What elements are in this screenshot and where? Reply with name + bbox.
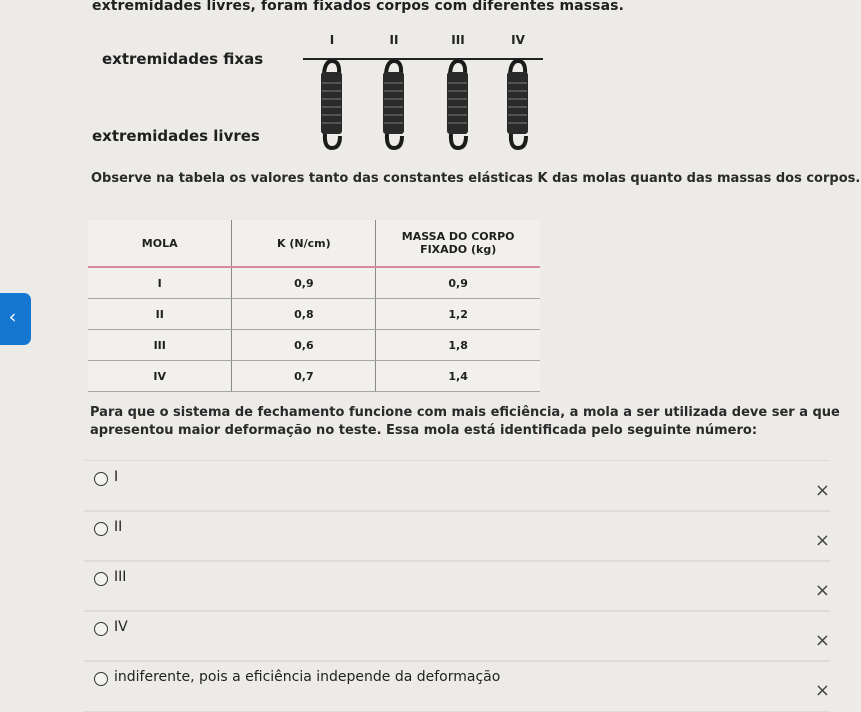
- intro-paragraph: Observe na tabela os valores tanto das constantes elásticas K das molas quanto das massas dos corpos.: [91, 171, 861, 186]
- table-header-row: [88, 220, 540, 267]
- spring-label-4: IV: [511, 33, 525, 47]
- cell-massa: 0,9: [376, 267, 540, 299]
- spring-4: [507, 61, 528, 148]
- spring-3: [447, 61, 468, 148]
- option-label: indiferente, pois a eficiência independe da deformação: [114, 669, 501, 685]
- eliminate-option-icon[interactable]: ×: [814, 580, 830, 601]
- answer-option-i[interactable]: [84, 460, 830, 512]
- header-mola: MOLA: [88, 220, 232, 267]
- cell-mola: I: [88, 267, 232, 299]
- label-free-ends: extremidades livres: [92, 127, 260, 145]
- cell-k: 0,9: [232, 267, 376, 299]
- cell-k: 0,7: [232, 361, 376, 392]
- spring-label-1: I: [329, 33, 335, 47]
- chevron-left-icon: ‹: [8, 306, 17, 328]
- option-label: I: [114, 469, 119, 485]
- cell-massa: 1,8: [376, 330, 540, 361]
- eliminate-option-icon[interactable]: ×: [814, 630, 830, 651]
- spring-label-2: II: [389, 33, 399, 47]
- header-text: extremidades livres, foram fixados corpos com diferentes massas.: [92, 0, 624, 14]
- spring-figure: [88, 28, 548, 163]
- cell-k: 0,8: [232, 299, 376, 330]
- header-massa-line1: MASSA DO CORPO: [401, 230, 515, 243]
- header-k: K (N/cm): [232, 220, 376, 267]
- option-label: III: [114, 569, 127, 585]
- radio-button[interactable]: [94, 572, 108, 586]
- option-label: IV: [114, 619, 128, 635]
- radio-button[interactable]: [94, 622, 108, 636]
- spring-2: [383, 61, 404, 148]
- cell-mola: II: [88, 299, 232, 330]
- header-massa: [376, 220, 540, 267]
- eliminate-option-icon[interactable]: ×: [814, 680, 830, 701]
- radio-button[interactable]: [94, 472, 108, 486]
- cell-mola: IV: [88, 361, 232, 392]
- cell-k: 0,6: [232, 330, 376, 361]
- springs-illustration: [303, 28, 543, 158]
- side-panel-toggle-button[interactable]: [0, 293, 31, 345]
- header-massa-line2: FIXADO (kg): [420, 243, 497, 256]
- spring-1: [321, 61, 342, 148]
- eliminate-option-icon[interactable]: ×: [814, 480, 830, 501]
- radio-button[interactable]: [94, 672, 108, 686]
- radio-button[interactable]: [94, 522, 108, 536]
- table-row: [88, 361, 540, 392]
- question-text: Para que o sistema de fechamento funcione com mais eficiência, a mola a ser utilizada deve ser a que apresentou maior deformação no teste. Essa mola está identificada pelo seguinte número:: [90, 405, 840, 438]
- option-label: II: [114, 519, 123, 535]
- answer-option-iii[interactable]: [84, 560, 830, 612]
- eliminate-option-icon[interactable]: ×: [814, 530, 830, 551]
- table-row: [88, 267, 540, 299]
- cell-massa: 1,4: [376, 361, 540, 392]
- cell-mola: III: [88, 330, 232, 361]
- label-fixed-ends: extremidades fixas: [102, 50, 264, 68]
- spring-label-3: III: [451, 33, 465, 47]
- table-row: [88, 330, 540, 361]
- springs-table: [88, 220, 540, 392]
- cell-massa: 1,2: [376, 299, 540, 330]
- answer-option-ii[interactable]: [84, 510, 830, 562]
- answer-option-iv[interactable]: [84, 610, 830, 662]
- answer-option-indiferente[interactable]: [84, 660, 830, 712]
- table-row: [88, 299, 540, 330]
